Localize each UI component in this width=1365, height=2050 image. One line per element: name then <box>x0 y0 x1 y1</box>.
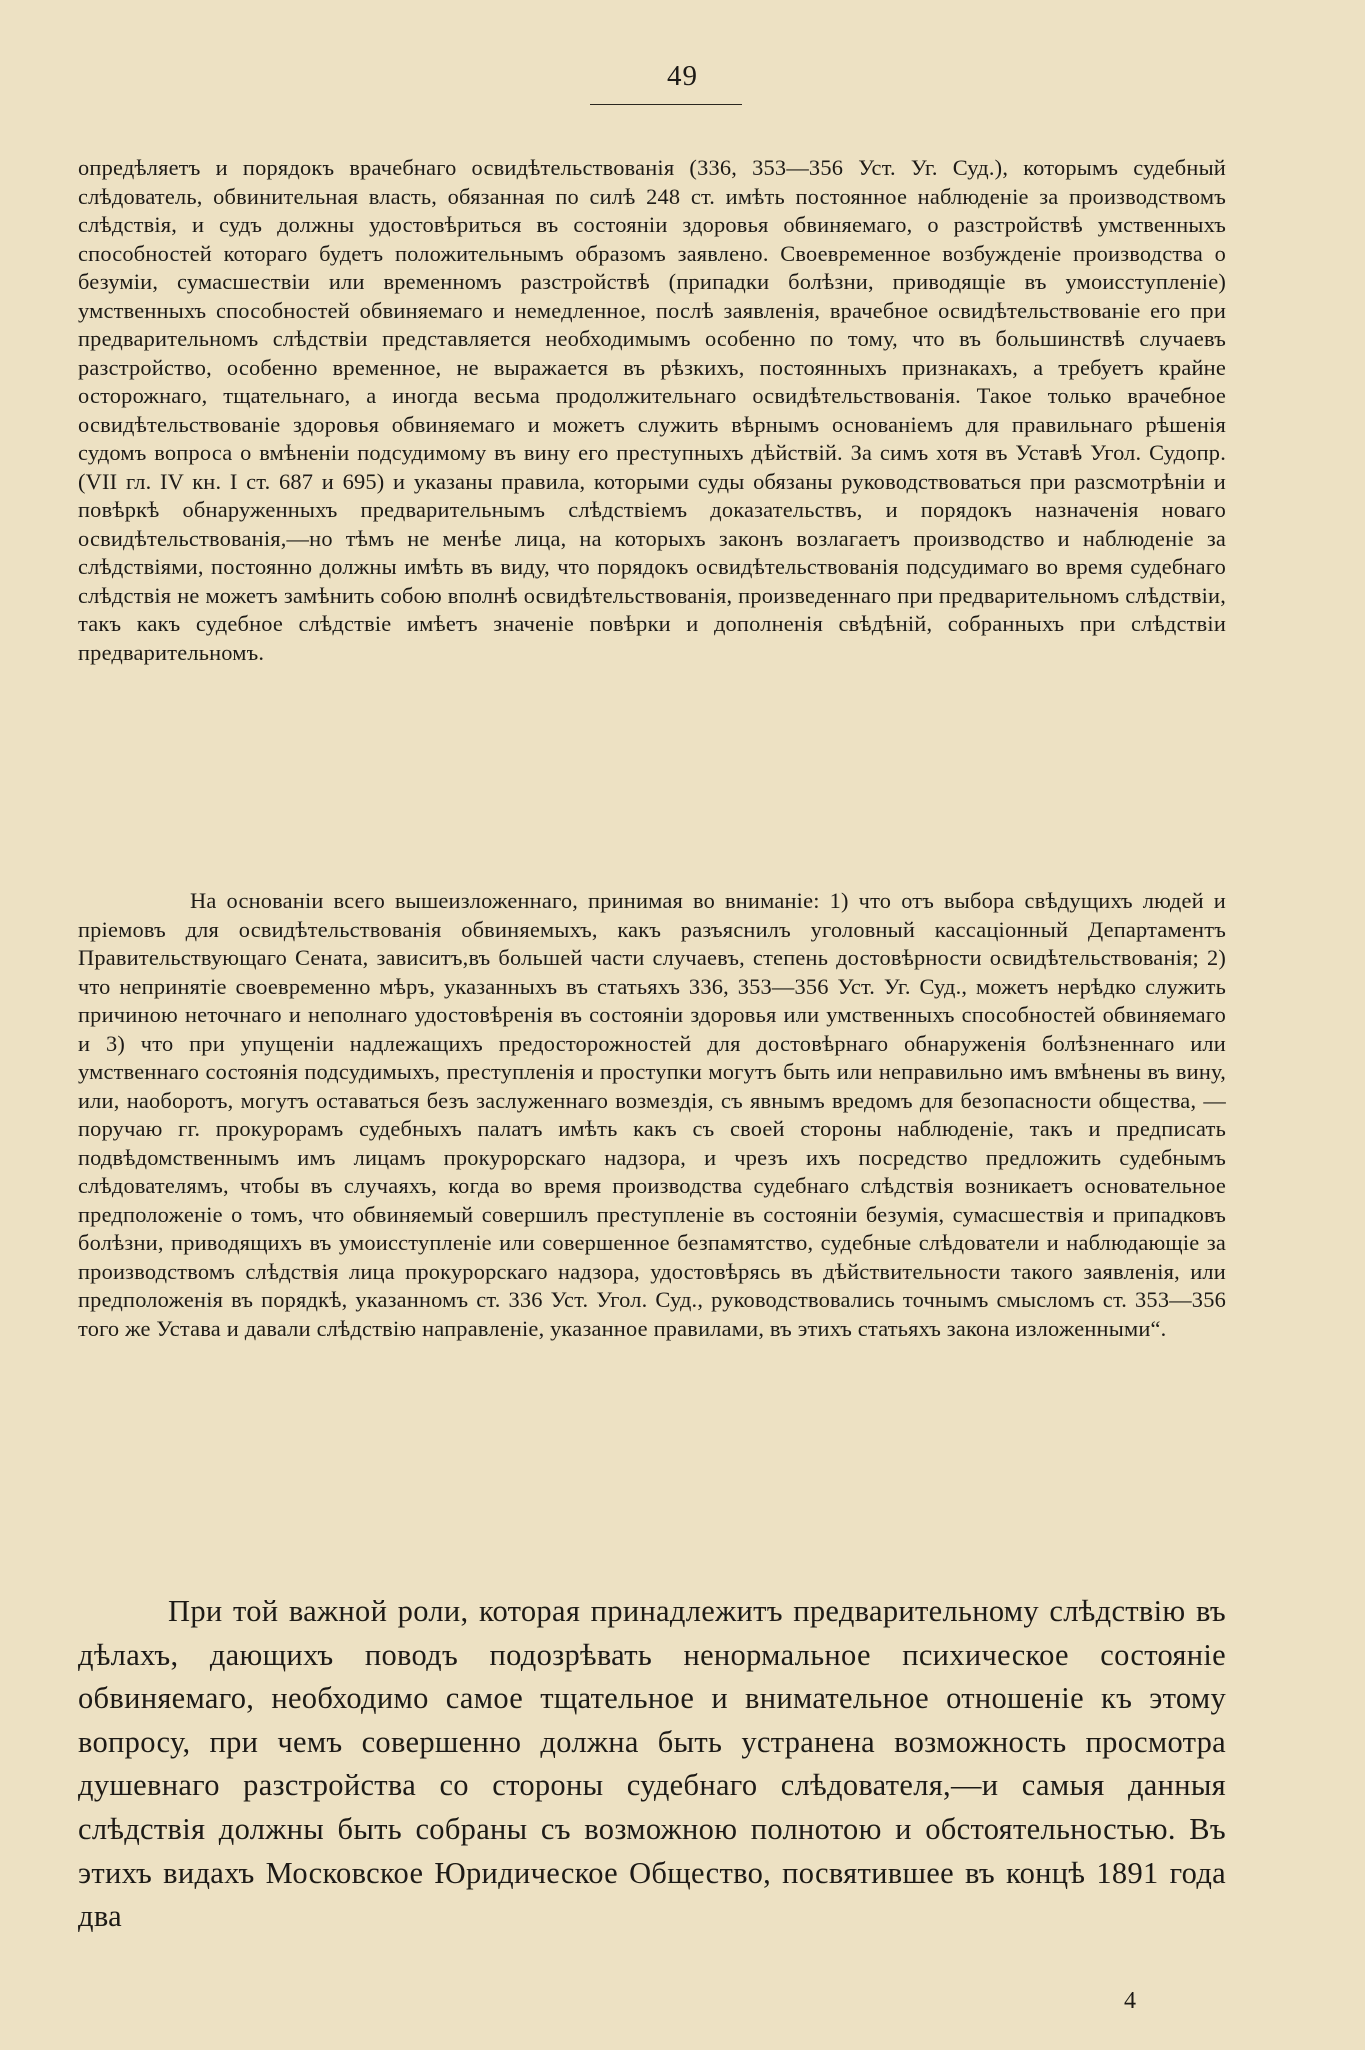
quoted-paragraph-text: опредѣляетъ и порядокъ врачебнаго освидѣтельствованія (336, 353—356 Уст. Уг. Суд.), которымъ судебный слѣдователь, обвинительная власть, обязанная по силѣ 248 ст. имѣть постоянное наблюденіе за производствомъ слѣдствія, и судъ должны удостовѣриться въ состояніи здоровья обвиняемаго, о разстройствѣ умственныхъ способностей котораго будетъ положительнымъ образомъ заявлено. Своевременное возбужденіе производства о безуміи, сумасшествіи или временномъ разстройствѣ (припадки болѣзни, приводящіе въ умоисступленіе) умственныхъ способностей обвиняемаго и немедленное, послѣ заявленія, врачебное освидѣтельствованіе его при предварительномъ слѣдствіи представляется необходимымъ особенно по тому, что въ большинствѣ случаевъ разстройство, особенно временное, не выражается въ рѣзкихъ, постоянныхъ признакахъ, а требуетъ крайне осторожнаго, тщательнаго, а иногда весьма продолжительнаго освидѣтельствованія. Такое только врачебное освидѣтельствованіе здоровья обвиняемаго и можетъ служить вѣрнымъ основаніемъ для правильнаго рѣшенія судомъ вопроса о вмѣненіи подсудимому въ вину его преступныхъ дѣйствій. За симъ хотя въ Уставѣ Угол. Судопр. (VII гл. IV кн. I ст. 687 и 695) и указаны правила, которыми суды обязаны руководствоваться при разсмотрѣніи и повѣркѣ обнаруженныхъ предварительнымъ слѣдствіемъ доказательствъ, и порядокъ назначенія новаго освидѣтельствованія,—но тѣмъ не менѣе лица, на которыхъ законъ возлагаетъ производство и наблюденіе за слѣдствіями, постоянно должны имѣть въ виду, что порядокъ освидѣтельствованія подсудимаго во время судебнаго слѣдствія не можетъ замѣнить собою вполнѣ освидѣтельствованія, произведеннаго при предварительномъ слѣдствіи, такъ какъ судебное слѣдствіе имѣетъ значеніе повѣрки и дополненія свѣдѣній, собранныхъ при слѣдствіи предварительномъ. <box>78 155 1226 665</box>
main-text-block <box>78 1590 1226 1939</box>
page-number: 49 <box>667 60 698 92</box>
header-rule <box>590 104 742 105</box>
quoted-paragraph-text: На основаніи всего вышеизложеннаго, принимая во вниманіе: 1) что отъ выбора свѣдущихъ людей и пріемовъ для освидѣтельствованія обвиняемыхъ, какъ разъяснилъ уголовный кассаціонный Департаментъ Правительствующаго Сената, зависитъ,въ большей части случаевъ, степень достовѣрности освидѣтельствованія; 2) что непринятіе своевременно мѣръ, указанныхъ въ статьяхъ 336, 353—356 Уст. Уг. Суд., можетъ нерѣдко служить причиною неточнаго и неполнаго удостовѣренія въ состояніи здоровья или умственныхъ способностей обвиняемаго и 3) что при упущеніи надлежащихъ предосторожностей для достовѣрнаго обнаруженія болѣзненнаго или умственнаго состоянія подсудимыхъ, преступленія и проступки могутъ быть или неправильно имъ вмѣнены въ вину, или, наоборотъ, могутъ оставаться безъ заслуженнаго возмездія, съ явнымъ вредомъ для безопасности общества, — поручаю гг. прокурорамъ судебныхъ палатъ имѣть какъ съ своей стороны наблюденіе, такъ и предписать подвѣдомственнымъ имъ лицамъ прокурорскаго надзора, и чрезъ ихъ посредство предложить судебнымъ слѣдователямъ, чтобы въ случаяхъ, когда во время производства судебнаго слѣдствія возникаетъ основательное предположеніе о томъ, что обвиняемый совершилъ преступленіе въ состояніи безумія, сумасшествія и припадковъ болѣзни, приводящихъ въ умоисступленіе или совершенное безпамятство, судебные слѣдователи и наблюдающіе за производствомъ слѣдствія лица прокурорскаго надзора, удостовѣрясь въ дѣйствительности такого заявленія, или предположенія въ порядкѣ, указанномъ ст. 336 Уст. Угол. Суд., руководствовались точнымъ смысломъ ст. 353—356 того же Устава и давали слѣдствію направленіе, указанное правилами, въ этихъ статьяхъ закона изложенными“. <box>78 888 1226 1341</box>
main-paragraph-text: При той важной роли, которая принадлежитъ предварительному слѣдствію въ дѣлахъ, дающихъ поводъ подозрѣвать ненормальное психическое состояніе обвиняемаго, необходимо самое тщательное и внимательное отношеніе къ этому вопросу, при чемъ совершенно должна быть устранена возможность просмотра душевнаго разстройства со стороны судебнаго слѣдователя,—и самыя данныя слѣдствія должны быть собраны съ возможною полнотою и обстоятельностью. Въ этихъ видахъ Московское Юридическое Общество, посвятившее въ концѣ 1891 года два <box>78 1594 1226 1934</box>
quoted-block-paragraph-1 <box>78 154 1226 667</box>
signature-mark: 4 <box>1124 1988 1136 2014</box>
quoted-block-paragraph-2 <box>78 887 1226 1343</box>
